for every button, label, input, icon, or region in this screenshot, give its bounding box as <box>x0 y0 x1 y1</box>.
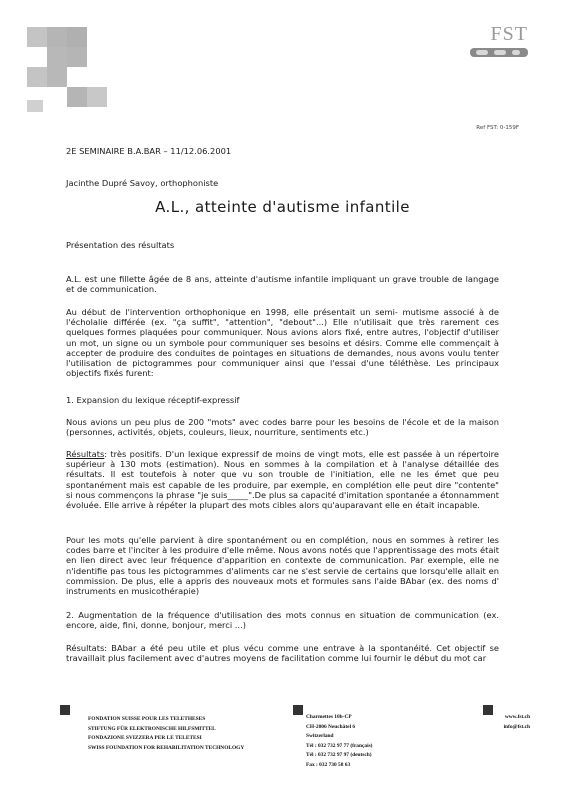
footer-organization: FONDATION SUISSE POUR LES TELETHESES STIFTUNG FÜR ELEKTRONISCHE HILFSMITTEL FONDAZIONE SVIZZERA PER LE TELETESI SWISS FOUNDATION FOR REHABILITATION TECHNOLOGY <box>88 716 245 751</box>
footer-address: Charmettes 10b-CP CH-2006 Neuchâtel 6 Switzerland Tél : 032 732 97 77 (français) Tél : 032 732 97 97 (deutsch) Fax : 032 730 58 63 <box>306 714 373 768</box>
paragraph-context: Au début de l'intervention orthophonique en 1998, elle présentait un semi- mutisme associé à de l'écholalie différée (ex. "ça suffit", "attention", "debout"...) Elle n'utilisait que très rarement ces quelques formes plaquées pour communiquer. Nous avions alors fixé, entre autres, l'objectif d'utiliser un mot, un signe ou un symbole pour communiquer ses besoins et désirs. Comme elle commençait à accepter de produire des conduites de pointages en situations de demandes, nous avons voulu tenter l'utilisation de pictogrammes pour communiquer ainsi que l'essai d'une téléthèse. Les principaux objectifs fixés furent: <box>66 307 499 379</box>
author-line: Jacinthe Dupré Savoy, orthophoniste <box>66 178 219 188</box>
objective-heading-2: 2. Augmentation de la fréquence d'utilisation des mots connus en situation de communication (ex. encore, aide, fini, donne, bonjour, merci ...) <box>66 610 499 631</box>
results-text: : très positifs. D'un lexique expressif de moins de vingt mots, elle est passée à un répertoire supérieur à 130 mots (estimation). Nous en sommes à la compilation et à l'analyse détaillée des résultats. Il est toutefois à noter que vu son trouble de l'initiation, elle ne les émet que peu spontanément mais est capable de les produire, par exemple, en complétion elle peut dire "contente" si nous commençons la phrase "je suis_____".De plus sa capacité d'imitation spontanée a étonnamment évoluée. Elle arrive à répéter la plupart des mots cibles alors qu'auparavant elle en était incapable. <box>66 449 499 511</box>
decorative-square <box>67 47 87 67</box>
logo-bar <box>470 48 528 57</box>
paragraph-results-2: Résultats: BAbar a été peu utile et plus vécu comme une entrave à la spontanéité. Cet objectif se travaillait plus facilement avec d'autres moyens de facilitation comme lui fournir le début du mot car <box>66 643 499 664</box>
objective-heading-1: 1. Expansion du lexique réceptif-expressif <box>66 395 240 405</box>
decorative-square <box>27 27 47 47</box>
paragraph-results-1 <box>66 449 499 510</box>
reference-number: Ref FST: 0-159F <box>476 125 519 131</box>
paragraph-intro: A.L. est une fillette âgée de 8 ans, atteinte d'autisme infantile impliquant un grave trouble de langage et de communication. <box>66 274 499 295</box>
footer-square <box>60 705 70 715</box>
footer-contact <box>470 713 530 732</box>
document-title: A.L., atteinte d'autisme infantile <box>155 198 410 216</box>
paragraph-lexicon: Nous avions un peu plus de 200 "mots" avec codes barre pour les besoins de l'école et de la maison (personnes, activités, objets, couleurs, lieux, nourriture, sentiments etc.) <box>66 417 499 438</box>
website-link[interactable]: www.fst.ch <box>504 714 530 720</box>
decorative-square <box>47 47 67 67</box>
decorative-square <box>47 27 67 47</box>
paragraph-spontaneous: Pour les mots qu'elle parvient à dire spontanément ou en complétion, nous en sommes à retirer les codes barre et l'inciter à les produire d'elle même. Nous avons notés que l'apprentissage des mots était en lien direct avec leur fréquence d'apparition en contexte de communication. Par exemple, elle ne n'identifie pas tous les pictogrammes d'aliments car ne s'est servie de certains que lorsqu'elle allait en commission. De plus, elle a appris des nouveaux mots et formules sans l'aide BAbar (ex. des noms d' instruments en musicothérapie) <box>66 535 499 597</box>
logo-text: FST <box>490 23 528 45</box>
decorative-square <box>27 100 43 112</box>
footer-square <box>293 705 303 715</box>
decorative-square <box>47 67 67 87</box>
decorative-square <box>27 67 47 87</box>
email-link[interactable]: info@fst.ch <box>503 723 530 730</box>
section-subtitle: Présentation des résultats <box>66 240 175 250</box>
seminar-line: 2E SEMINAIRE B.A.BAR – 11/12.06.2001 <box>66 146 232 156</box>
results-label: Résultats <box>66 449 105 459</box>
decorative-square <box>87 87 107 107</box>
decorative-square <box>67 27 87 47</box>
fst-logo <box>470 24 528 64</box>
decorative-square <box>67 87 87 107</box>
